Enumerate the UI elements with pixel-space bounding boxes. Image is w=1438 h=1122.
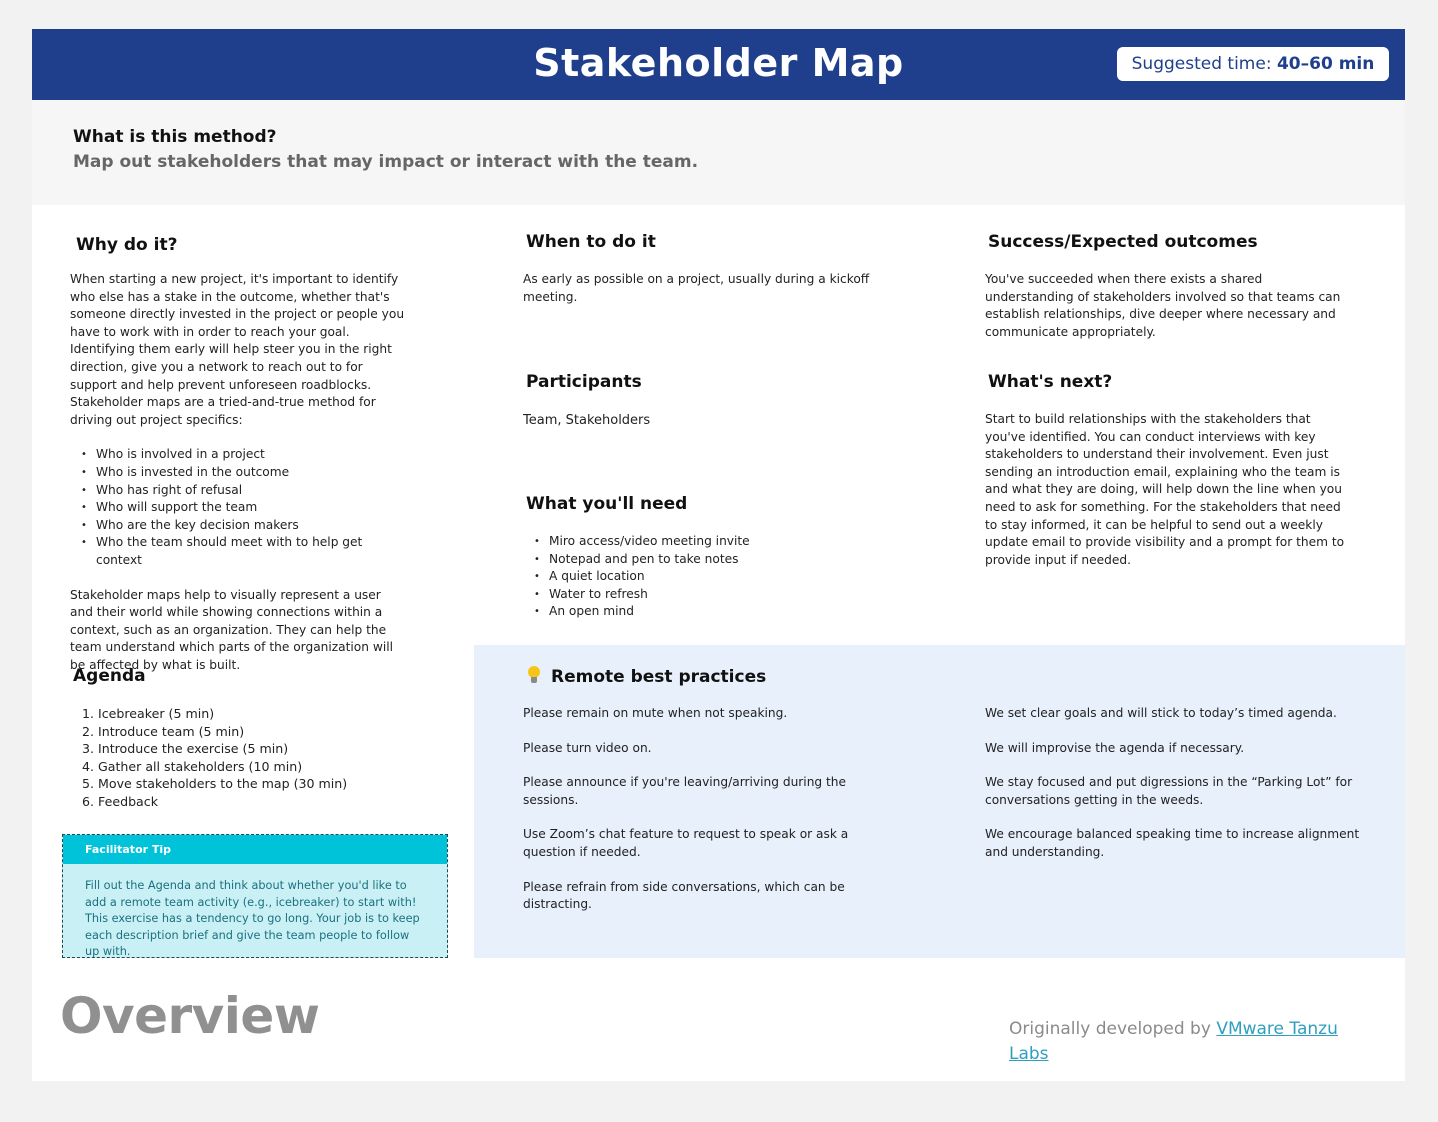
- header-bar: [32, 29, 1405, 100]
- list-item: • Who is involved in a project: [70, 446, 406, 464]
- agenda-list: [70, 705, 450, 811]
- list-item: 1. Icebreaker (5 min): [82, 706, 215, 721]
- when-heading: When to do it: [526, 232, 656, 252]
- why-paragraph-2: Stakeholder maps help to visually represent a user and their world while showing connections within a context, such as an organization. They can help the team understand which parts of the organization will be affected by what is built.: [70, 587, 393, 672]
- lightbulb-icon: [527, 666, 541, 684]
- facilitator-tip-card: [62, 834, 448, 958]
- why-paragraph-1: When starting a new project, it's important to identify who else has a stake in the outcome, whether that's someone directly invested in the project or people you have to work with in order to reach your goal. Identifying them early will help steer you in the right direction, give you a network to reach out to for support and help prevent unforeseen roadblocks. Stakeholder maps are a tried-and-true method for driving out project specifics:: [70, 272, 405, 427]
- suggested-time-badge: [1117, 47, 1389, 81]
- list-item: • Who is invested in the outcome: [70, 464, 406, 482]
- facilitator-tip-heading: Facilitator Tip: [63, 835, 447, 864]
- remote-right-column: [985, 705, 1360, 879]
- list-item: 6. Feedback: [82, 793, 158, 809]
- suggested-time-value: 40–60 min: [1276, 54, 1375, 74]
- intro-answer: Map out stakeholders that may impact or interact with the team.: [73, 152, 699, 172]
- why-body: [70, 271, 406, 691]
- remote-practice-item: We will improvise the agenda if necessary.: [985, 740, 1245, 755]
- suggested-time-label: Suggested time:: [1131, 54, 1277, 74]
- list-item: • Who has right of refusal: [70, 482, 406, 500]
- remote-practice-item: Please announce if you're leaving/arriving during the sessions.: [523, 775, 847, 807]
- agenda-body: [70, 705, 450, 811]
- list-item: • Who are the key decision makers: [70, 517, 406, 535]
- next-text: Start to build relationships with the stakeholders that you've identified. You can conduct interviews with key stakeholders to understand their involvement. Even just sending an introduction email, explaining who the team is and what they are doing, will help down the line when you need to ask for something. For the stakeholders that need to stay informed, it can be helpful to send out a weekly update email to provide visibility and a prompt for them to provide input if needed.: [985, 412, 1345, 567]
- remote-left-column: [523, 705, 863, 931]
- list-item: • Notepad and pen to take notes: [523, 551, 873, 569]
- list-item: • Who will support the team: [70, 499, 406, 517]
- agenda-heading: Agenda: [73, 666, 146, 686]
- why-heading: Why do it?: [76, 235, 178, 255]
- credit-prefix: Originally developed by: [1009, 1019, 1217, 1039]
- list-item: 2. Introduce team (5 min): [82, 723, 245, 739]
- list-item: • Water to refresh: [523, 586, 873, 604]
- intro-section: [32, 100, 1405, 205]
- facilitator-tip-line-2: This exercise has a tendency to go long. Your job is to keep each description brief and give the team people to follow up with.: [85, 912, 420, 958]
- facilitator-tip-body: [63, 864, 447, 958]
- participants-heading: Participants: [526, 372, 642, 392]
- facilitator-tip-line-1: Fill out the Agenda and think about whether you'd like to add a remote team activity (e.g., icebreaker) to start with!: [85, 879, 417, 909]
- when-text: As early as possible on a project, usually during a kickoff meeting.: [523, 272, 870, 304]
- remote-practice-item: Use Zoom’s chat feature to request to speak or ask a question if needed.: [523, 827, 849, 859]
- remote-practice-item: We encourage balanced speaking time to increase alignment and understanding.: [985, 827, 1360, 859]
- page-title: Stakeholder Map: [533, 41, 904, 85]
- list-item: • An open mind: [523, 603, 873, 621]
- intro-question: What is this method?: [73, 127, 277, 147]
- remote-practice-item: Please turn video on.: [523, 740, 652, 755]
- remote-heading-row: [527, 666, 766, 687]
- need-body: [523, 533, 873, 638]
- need-heading: What you'll need: [526, 494, 688, 514]
- need-list: [523, 533, 873, 621]
- list-item: • Miro access/video meeting invite: [523, 533, 873, 551]
- why-bullet-list: [70, 446, 406, 569]
- list-item: 4. Gather all stakeholders (10 min): [82, 758, 303, 774]
- remote-practice-item: We set clear goals and will stick to today’s timed agenda.: [985, 706, 1337, 720]
- remote-heading: Remote best practices: [551, 667, 767, 687]
- list-item: • Who the team should meet with to help get context: [70, 534, 406, 569]
- list-item: • A quiet location: [523, 568, 873, 586]
- success-heading: Success/Expected outcomes: [988, 232, 1258, 252]
- remote-practice-item: We stay focused and put digressions in the “Parking Lot” for conversations getting in the weeds.: [985, 775, 1353, 807]
- participants-text: Team, Stakeholders: [523, 413, 651, 428]
- success-text: You've succeeded when there exists a shared understanding of stakeholders involved so that teams can establish relationships, dive deeper where necessary and communicate appropriately.: [985, 272, 1341, 339]
- list-item: 3. Introduce the exercise (5 min): [82, 741, 289, 757]
- remote-practice-item: Please refrain from side conversations, which can be distracting.: [523, 879, 845, 912]
- next-heading: What's next?: [988, 372, 1113, 392]
- overview-label: Overview: [60, 987, 320, 1045]
- remote-practice-item: Please remain on mute when not speaking.: [523, 706, 788, 720]
- credit-link[interactable]: VMware Tanzu Labs: [1009, 1019, 1338, 1064]
- board: [32, 29, 1405, 1081]
- list-item: 5. Move stakeholders to the map (30 min): [82, 776, 348, 792]
- credit-text: [1009, 1017, 1349, 1067]
